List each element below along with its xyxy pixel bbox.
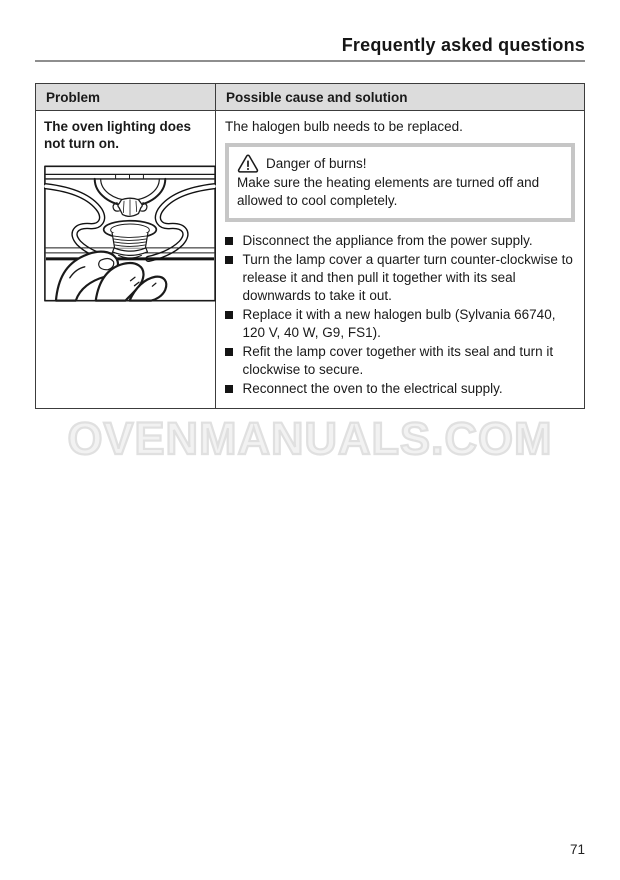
warning-box: [225, 143, 575, 222]
title-divider: [35, 60, 585, 62]
warning-title: Danger of burns!: [266, 155, 367, 171]
warning-triangle-icon: [237, 154, 259, 173]
table-row: [36, 111, 584, 408]
problem-cell: [36, 111, 216, 408]
column-header-problem: Problem: [36, 84, 216, 110]
bullet-icon: [225, 237, 233, 245]
bullet-icon: [225, 311, 233, 319]
step-text: Replace it with a new halogen bulb (Sylvania 66740, 120 V, 40 W, G9, FS1).: [242, 307, 556, 340]
cause-text: The halogen bulb needs to be replaced.: [225, 119, 463, 134]
table-header-row: [36, 84, 584, 111]
bullet-icon: [225, 348, 233, 356]
column-header-cause: Possible cause and solution: [226, 90, 408, 105]
page-title: Frequently asked questions: [341, 35, 585, 55]
faq-table: [35, 83, 585, 409]
step-text: Disconnect the appliance from the power supply.: [242, 233, 533, 248]
steps-list: [225, 232, 575, 398]
list-item: [225, 232, 575, 250]
oven-lamp-illustration: [44, 165, 216, 302]
list-item: [225, 343, 575, 379]
cause-cell: [216, 111, 584, 408]
warning-title-row: [237, 154, 563, 173]
bullet-icon: [225, 385, 233, 393]
list-item: [225, 306, 575, 342]
watermark-text: OVENMANUALS.COM: [67, 413, 553, 464]
step-text: Reconnect the oven to the electrical supply.: [242, 381, 503, 396]
problem-text: The oven lighting does not turn on.: [44, 119, 192, 151]
list-item: [225, 251, 575, 305]
warning-body: Make sure the heating elements are turned off and allowed to cool completely.: [237, 175, 540, 208]
bullet-icon: [225, 256, 233, 264]
step-text: Refit the lamp cover together with its seal and turn it clockwise to secure.: [242, 344, 554, 377]
step-text: Turn the lamp cover a quarter turn counter-clockwise to release it and then pull it together with its seal downwards to take it out.: [242, 252, 573, 303]
list-item: [225, 380, 575, 398]
page-number: 71: [569, 842, 585, 857]
